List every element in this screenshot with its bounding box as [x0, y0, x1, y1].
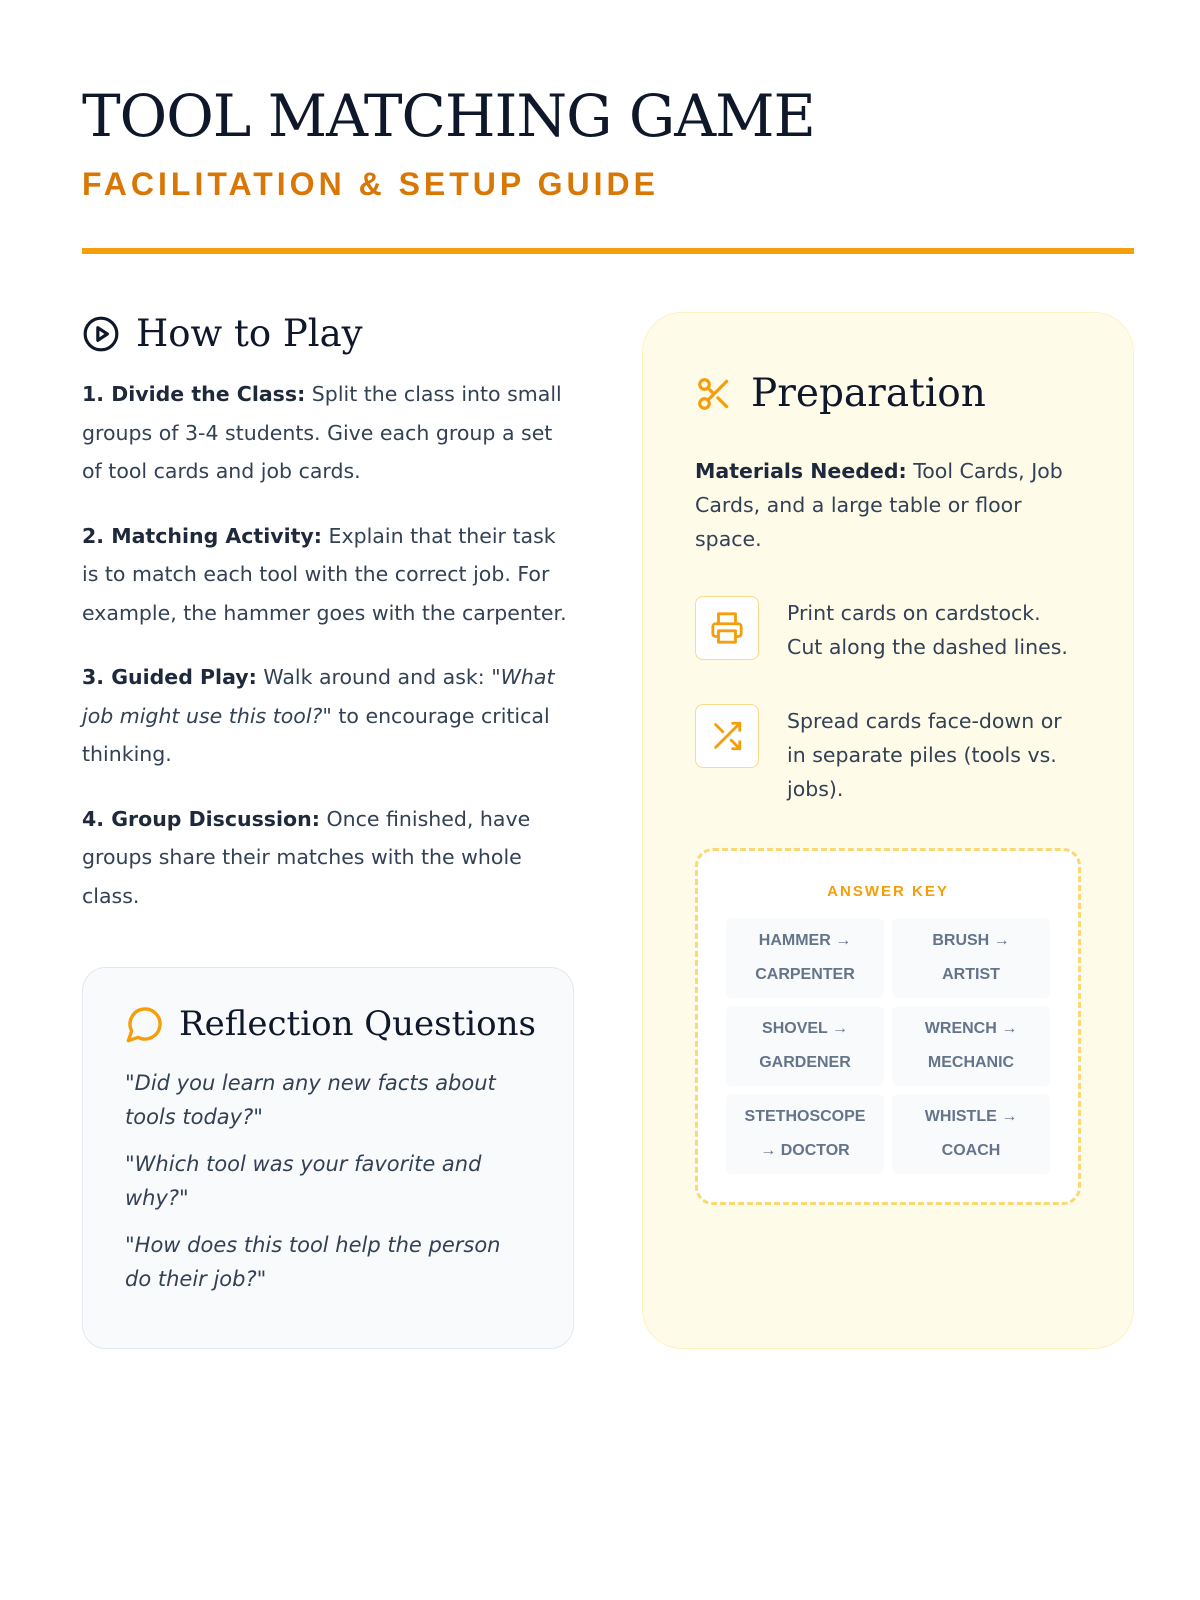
step-text: Split the class into small groups of 3-4 students. Give each group a set of tool cards and job cards. [82, 382, 562, 483]
step-label: 3. Guided Play: [82, 665, 257, 689]
answer-pair: WHISTLE → COACH [892, 1094, 1050, 1174]
reflection-question: "Which tool was your favorite and why?" [125, 1152, 482, 1210]
step-item [82, 375, 574, 491]
answer-pair: HAMMER → CARPENTER [726, 918, 884, 998]
step-text: Walk around and ask: [256, 665, 492, 689]
materials-needed [695, 454, 1081, 556]
reflection-title: Reflection Questions [179, 1004, 536, 1044]
step-quote: "What job might use this tool?" [82, 665, 555, 728]
answer-key [695, 848, 1081, 1205]
prep-step-text: Print cards on cardstock. Cut along the dashed lines. [787, 601, 1068, 659]
step-item [82, 658, 574, 774]
step-text-after: to encourage critical thinking. [82, 703, 550, 766]
step-text: Explain that their task is to match each tool with the correct job. For example, the hammer goes with the carpenter. [82, 523, 567, 625]
step-text: Once finished, have groups share their matches with the whole class. [82, 806, 531, 908]
shuffle-icon-box [695, 704, 759, 768]
how-to-play-heading [82, 312, 574, 355]
header-divider [82, 248, 1134, 254]
answer-pair: STETHOSCOPE → DOCTOR [726, 1094, 884, 1174]
reflection-questions [125, 1066, 531, 1296]
answer-pair: BRUSH → ARTIST [892, 918, 1050, 998]
prep-step-print [695, 596, 1081, 664]
steps-list [82, 375, 574, 915]
preparation-title: Preparation [751, 371, 986, 416]
step-item [82, 800, 574, 916]
page-subtitle: FACILITATION & SETUP GUIDE [82, 166, 659, 202]
printer-icon [710, 611, 744, 645]
answer-pair: SHOVEL → GARDENER [726, 1006, 884, 1086]
step-label: 1. Divide the Class: [82, 382, 306, 406]
print-icon-box [695, 596, 759, 660]
preparation-heading [695, 371, 1081, 416]
document-header [82, 80, 1134, 203]
reflection-question: "How does this tool help the person do their job?" [125, 1233, 501, 1291]
chat-bubble-icon [125, 1004, 165, 1044]
answer-key-grid [726, 918, 1050, 1174]
page-title: TOOL MATCHING GAME [82, 82, 815, 150]
how-to-play-section [82, 312, 574, 941]
materials-text: Tool Cards, Job Cards, and a large table or floor space. [695, 459, 1063, 551]
reflection-heading [125, 1004, 536, 1044]
reflection-card [82, 967, 574, 1349]
answer-key-title: ANSWER KEY [827, 883, 949, 900]
how-to-play-title: How to Play [136, 312, 363, 355]
prep-step-text: Spread cards face-down or in separate piles (tools vs. jobs). [787, 709, 1062, 801]
scissors-icon [695, 375, 733, 413]
reflection-question: "Did you learn any new facts about tools today?" [125, 1071, 496, 1129]
prep-step-shuffle [695, 704, 1081, 806]
step-label: 4. Group Discussion: [82, 806, 320, 831]
step-item [82, 517, 574, 633]
preparation-card [642, 312, 1134, 1349]
step-label: 2. Matching Activity: [82, 523, 322, 548]
materials-label: Materials Needed: [695, 459, 907, 483]
shuffle-icon [710, 719, 744, 753]
play-circle-icon [82, 315, 120, 353]
answer-pair: WRENCH → MECHANIC [892, 1006, 1050, 1086]
